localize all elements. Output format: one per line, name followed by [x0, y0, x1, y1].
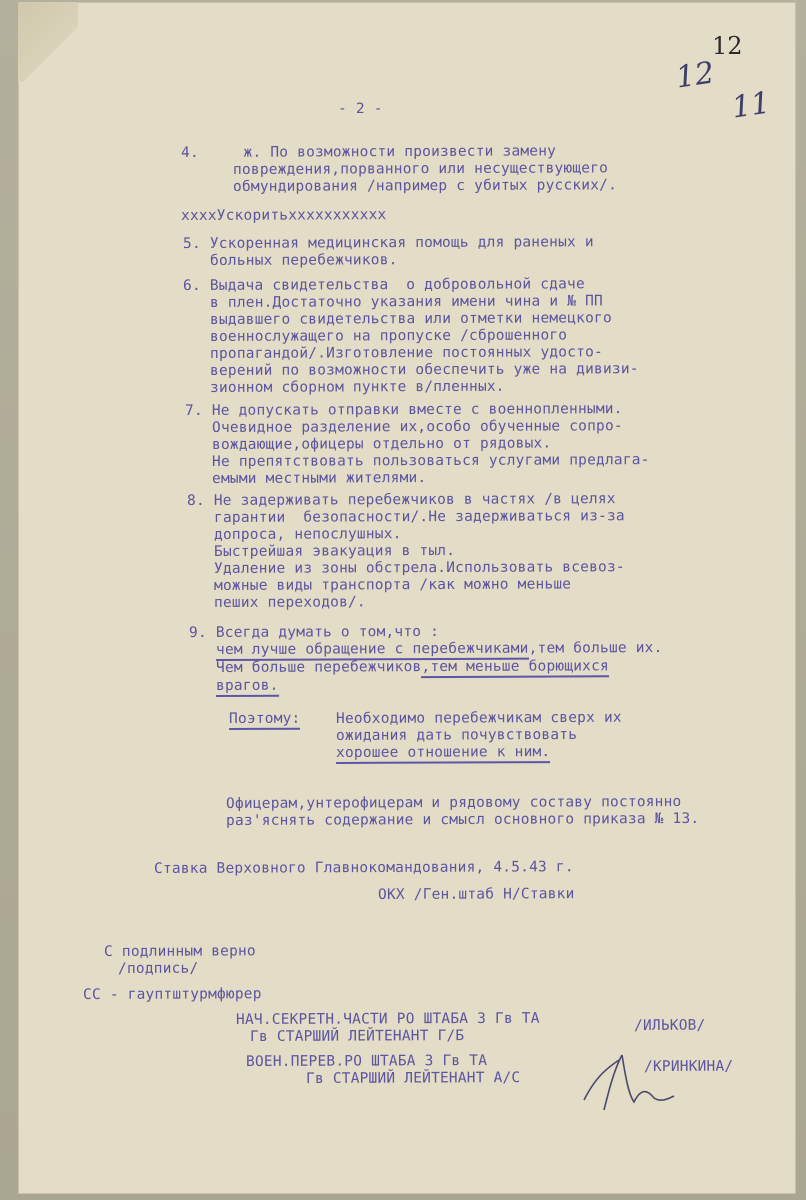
signature2-line1: ВОЕН.ПЕРЕВ.РО ШТАБА 3 Гв ТА	[246, 1052, 488, 1070]
therefore-label	[229, 711, 301, 728]
signature2-line2: Гв СТАРШИЙ ЛЕЙТЕНАНТ А/С	[306, 1070, 521, 1087]
ss-rank-line: СС - гауптштурмфюрер	[83, 986, 262, 1003]
struck-line: ххххУскоритьххххххххххх	[181, 207, 387, 224]
item8-line7: пеших переходов/.	[214, 594, 366, 611]
archive-page-number: 12	[712, 32, 743, 60]
item6-line3: выдавшего свидетельства или отметки немецкого	[210, 310, 612, 328]
page-mark: - 2 -	[338, 101, 383, 117]
item8-line2: гарантии безопасности/.Не задерживаться из-за	[214, 508, 625, 526]
signature1-line1: НАЧ.СЕКРЕТН.ЧАСТИ РО ШТАБА 3 Гв ТА	[236, 1010, 540, 1028]
item5-line2: больных перебежчиков.	[210, 252, 398, 269]
therefore-line1: Необходимо перебежчикам сверх их	[336, 709, 622, 727]
officers-line2: раз'яснять содержание и смысл основного приказа № 13.	[226, 810, 700, 829]
item8-line4: Быстрейшая эвакуация в тыл.	[214, 542, 456, 560]
item6-line7: зионном сборном пункте в/пленных.	[210, 378, 505, 396]
handwritten-sheet-number-a: 12	[673, 55, 717, 96]
handwritten-signature	[574, 1040, 684, 1120]
handwritten-sheet-number-b: 11	[729, 85, 773, 126]
item4-line2: повреждения,порванного или несуществующего	[233, 160, 609, 178]
item9-line2	[216, 640, 663, 659]
item6-line4: военнослужащего на пропуске /сброшенного	[210, 327, 568, 345]
item8-line1: 8. Не задерживать перебежчиков в частях /в целях	[187, 491, 616, 509]
therefore-label-text: Поэтому:	[229, 711, 301, 730]
hq-line: Ставка Верховного Главнокомандования, 4.5.43 г.	[154, 859, 574, 877]
item7-line5: емыми местными жителями.	[212, 470, 427, 487]
therefore-line2: ожидания дать почувствовать	[336, 726, 578, 744]
item7-line2: Очевидное разделение их,особо обученные сопро-	[212, 418, 623, 436]
item6-line6: верений по возможности обеспечить уже на дивизи-	[210, 361, 639, 379]
item6-line5: пропагандой/.Изготовление постоянных удосто-	[210, 344, 603, 362]
signature2-name: /КРИНКИНА/	[644, 1058, 734, 1075]
item5-line1: 5. Ускоренная медицинская помощь для раненых и	[183, 234, 594, 252]
signature1-line2: Гв СТАРШИЙ ЛЕЙТЕНАНТ Г/Б	[250, 1028, 465, 1045]
item9-line3-underlined: ,тем меньше борющихся	[421, 658, 609, 678]
item9-line4	[216, 678, 279, 695]
item8-line5: Удаление из зоны обстрела.Использовать всевоз-	[214, 559, 625, 577]
item8-line3: допроса, непослушных.	[214, 526, 402, 543]
item6-line2: в плен.Достаточно указания имени чина и № ПП	[210, 293, 603, 311]
item9-line2-underlined: чем лучше обращение с перебежчиками	[216, 641, 529, 661]
copy-true-line1: С подлинным верно	[104, 943, 256, 960]
officers-line1: Офицерам,унтерофицерам и рядовому составу постоянно	[226, 794, 682, 812]
copy-true-line2: /подпись/	[118, 960, 199, 977]
item6-line1: 6. Выдача свидетельства о добровольной сдаче	[183, 276, 585, 294]
item9-line2-rest: ,тем больше их.	[528, 640, 663, 657]
item4-line1: 4. ж. По возможности произвести замену	[181, 143, 557, 161]
folded-corner	[18, 2, 78, 82]
item9-line4-underlined: врагов.	[216, 678, 279, 697]
item8-line6: можные виды транспорта /как можно меньше	[214, 576, 572, 594]
item7-line4: Не препятствовать пользоваться услугами предлага-	[212, 452, 650, 470]
item9-line3-start: Чем больше перебежчиков	[216, 659, 422, 676]
signature1-name: /ИЛЬКОВ/	[634, 1017, 706, 1034]
item7-line1: 7. Не допускать отправки вместе с военнопленными.	[185, 401, 623, 419]
okh-line: ОКХ /Ген.штаб Н/Ставки	[378, 886, 575, 903]
item9-line3	[216, 658, 609, 677]
item7-line3: вождающие,офицеры отдельно от рядовых.	[212, 435, 552, 453]
item9-intro: 9. Всегда думать о том,что :	[189, 623, 440, 641]
therefore-line3	[336, 744, 550, 762]
therefore-line3-underlined: хорошее отношение к ним.	[336, 744, 550, 764]
item4-line3: обмундирования /например с убитых русских/.	[233, 177, 618, 195]
